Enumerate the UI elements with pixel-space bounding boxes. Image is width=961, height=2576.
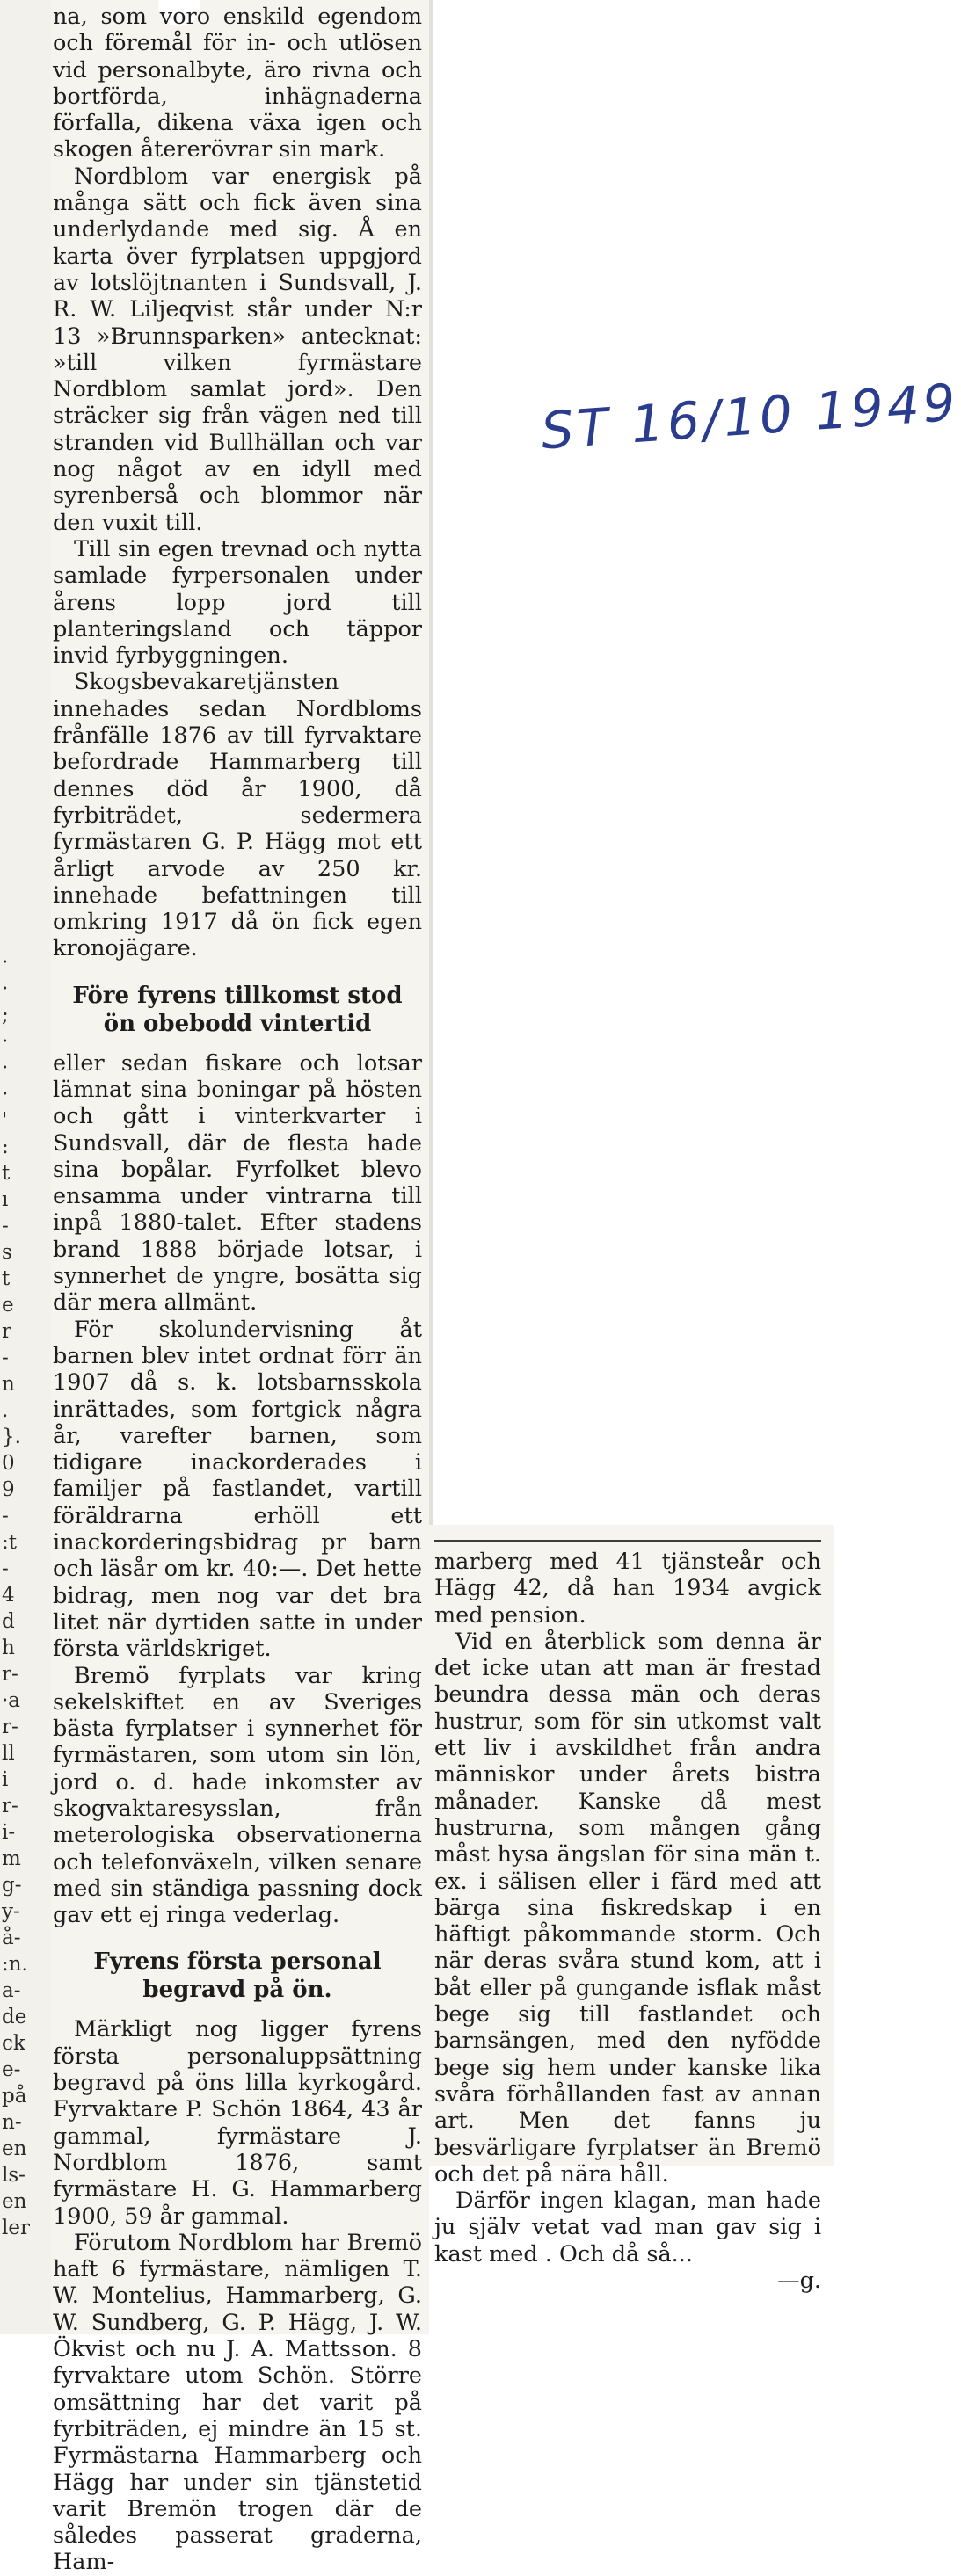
fragment-line: - [2, 1557, 9, 1580]
paragraph: eller sedan fiskare och lotsar lämnat sina boningar på hösten och gått i vinterkvarter i Sundsvall, där de flesta hade sina bopålar. Fyrfolket blevo ensamma under vintrarna till inpå 1880-talet. Efter stadens brand 1888 började lotsar, i synnerhet de yngre, bosätta sig där mera allmänt. [53, 1049, 422, 1317]
fragment-line: en [2, 2190, 27, 2213]
fragment-line: en [2, 2137, 27, 2160]
fragment-line: ll [2, 1742, 15, 1765]
fragment-line: t [2, 1267, 11, 1290]
left-column-text [53, 4, 422, 2576]
adjacent-column-fragments [2, 949, 49, 2241]
fragment-line: ck [2, 2032, 25, 2055]
clipping-edge [429, 0, 433, 1525]
paragraph: Därför ingen klagan, man hade ju själv vetat vad man gav sig i kast med . Och då så... [434, 2188, 821, 2268]
paragraph: Vid en återblick som denna är det icke utan att man är frestad beundra dessa män och deras hustrur, som för sin utkomst valt ett liv i avskildhet från andra människor under årets bistra månader. Kanske då mest hustrurna, som mången gång måst hysa ängslan för sina män t. ex. i sälisen eller i färd med att bärga sina fiskredskap i en häftigt påkommande storm. Och när deras svåra stund kom, att i båt eller på gungande isflak måst bege sig till fastlandet och barnsängen, med den nyfödde bege sig hem under kanske lika svåra förhållanden fast av annan art. Men det fanns ju besvärligare fyrplatser än Bremö och det på nära håll. [434, 1628, 821, 2188]
fragment-line: 0 [2, 1452, 15, 1475]
fragment-line: e [2, 1294, 14, 1317]
fragment-line: · [2, 977, 9, 1000]
fragment-line: e- [2, 2058, 21, 2081]
fragment-line: - [2, 1215, 9, 1237]
fragment-line: s [2, 1241, 12, 1264]
fragment-line: . [2, 1399, 9, 1422]
fragment-line: på [2, 2085, 27, 2108]
column-top-rule [434, 1540, 821, 1542]
paragraph: Nordblom var energisk på många sätt och fick även sina underlydande med sig. Å en karta över fyrplatsen uppgjord av lotslöjtnanten i Sundsvall, J. R. W. Liljeqvist står under N:r 13 »Brunnsparken» antecknat: »till vilken fyrmästare Nordblom samlat jord». Den sträcker sig från vägen ned till stranden vid Bullhällan och var nog något av en idyll med syrenberså och blommor när den vuxit till. [53, 163, 422, 536]
section-heading: Fyrens första personal begravd på ön. [93, 1948, 382, 2004]
fragment-line: ·a [2, 1689, 21, 1712]
fragment-line: :t [2, 1531, 17, 1554]
paragraph: Skogsbevakaretjänsten innehades sedan Nordbloms frånfälle 1876 av till fyrvaktare befordrade Hammarberg till dennes död år 1900, då fyrbiträdet, sedermera fyrmästaren G. P. Hägg mot ett årligt arvode av 250 kr. innehade befattningen till omkring 1917 då ön fick egen kronojägare. [53, 669, 422, 962]
fragment-line: r- [2, 1663, 18, 1686]
right-column-text [434, 1540, 821, 2294]
fragment-line: i- [2, 1821, 16, 1844]
paragraph: marberg med 41 tjänsteår och Hägg 42, då han 1934 avgick med pension. [434, 1549, 821, 1629]
fragment-line: m [2, 1847, 21, 1870]
fragment-line: y- [2, 1900, 20, 1923]
handwritten-date-note: ST 16/10 1949 [539, 372, 961, 461]
fragment-line: · [2, 951, 9, 974]
fragment-line: · [2, 1083, 9, 1106]
fragment-line: r- [2, 1716, 18, 1738]
fragment-line: h [2, 1636, 15, 1659]
fragment-line: t [2, 1162, 11, 1185]
fragment-line: · [2, 1056, 9, 1079]
fragment-line: å- [2, 1927, 21, 1949]
fragment-line: ı [2, 1188, 9, 1211]
fragment-line: 4 [2, 1584, 15, 1607]
fragment-line: ls- [2, 2164, 25, 2187]
section-heading: Före fyrens tillkomst stod ön obebodd vintertid [72, 982, 403, 1037]
fragment-line: g- [2, 1874, 22, 1897]
fragment-line: n [2, 1373, 15, 1396]
fragment-line: : [2, 1136, 9, 1158]
fragment-line: d [2, 1610, 15, 1633]
paragraph: Märkligt nog ligger fyrens första personaluppsättning begravd på öns lilla kyrkogård. Fyrvaktare P. Schön 1864, 43 år gammal, fyrmästare J. Nordblom 1876, samt fyrmästare H. G. Hammarberg 1900, 59 år gammal. [53, 2016, 422, 2230]
paragraph: na, som voro enskild egendom och föremål för in- och utlösen vid personalbyte, äro rivna och bortförda, inhägnaderna förfalla, dikena växa igen och skogen återerövrar sin mark. [53, 4, 422, 163]
fragment-line: r- [2, 1795, 18, 1818]
fragment-line: 9 [2, 1478, 15, 1501]
fragment-line: ' [2, 1109, 8, 1132]
fragment-line: a- [2, 1979, 21, 2002]
paragraph: Till sin egen trevnad och nytta samlade fyrpersonalen under årens lopp jord till planteringsland och täppor invid fyrbyggningen. [53, 535, 422, 670]
fragment-line: · [2, 1030, 9, 1053]
fragment-line: r [2, 1320, 11, 1343]
fragment-line: i [2, 1768, 9, 1791]
fragment-line: ler [2, 2217, 30, 2239]
fragment-line: - [2, 1346, 9, 1369]
signature: —g. [777, 2268, 821, 2295]
fragment-line: :n. [2, 1953, 28, 1976]
paragraph: För skolundervisning åt barnen blev intet ordnat förr än 1907 då s. k. lotsbarnsskola inrättades, som fortgick några år, varefter barnen, som tidigare inackorderades i familjer på fastlandet, vartill föräldrarna erhöll ett inackorderingsbidrag pr barn och läsår om kr. 40:—. Det hette bidrag, men nog var det bra litet när dyrtiden satte in under första världskriget. [53, 1316, 422, 1663]
paragraph: Bremö fyrplats var kring sekelskiftet en av Sveriges bästa fyrplatser i synnerhet för fyrmästaren, som utom sin lön, jord o. d. hade inkomster av skogvaktaresysslan, från meterologiska observationerna och telefonväxeln, vilken senare med sin ständiga passning dock gav ett ej ringa vederlag. [53, 1662, 422, 1929]
fragment-line: ; [2, 1004, 9, 1027]
fragment-line: }. [2, 1426, 21, 1448]
fragment-line: - [2, 1505, 9, 1527]
fragment-line: n- [2, 2111, 22, 2134]
fragment-line: de [2, 2006, 27, 2028]
paragraph: Förutom Nordblom har Bremö haft 6 fyrmästare, nämligen T. W. Montelius, Hammarberg, G. W. Sundberg, G. P. Hägg, J. W. Ökvist och nu J. A. Mattsson. 8 fyrvaktare utom Schön. Större omsättning har det varit på fyrbiträden, ej mindre än 15 st. Fyrmästarna Hammarberg och Hägg har under sin tjänstetid varit Bremön trogen där de således passerat graderna, Ham- [53, 2229, 422, 2576]
